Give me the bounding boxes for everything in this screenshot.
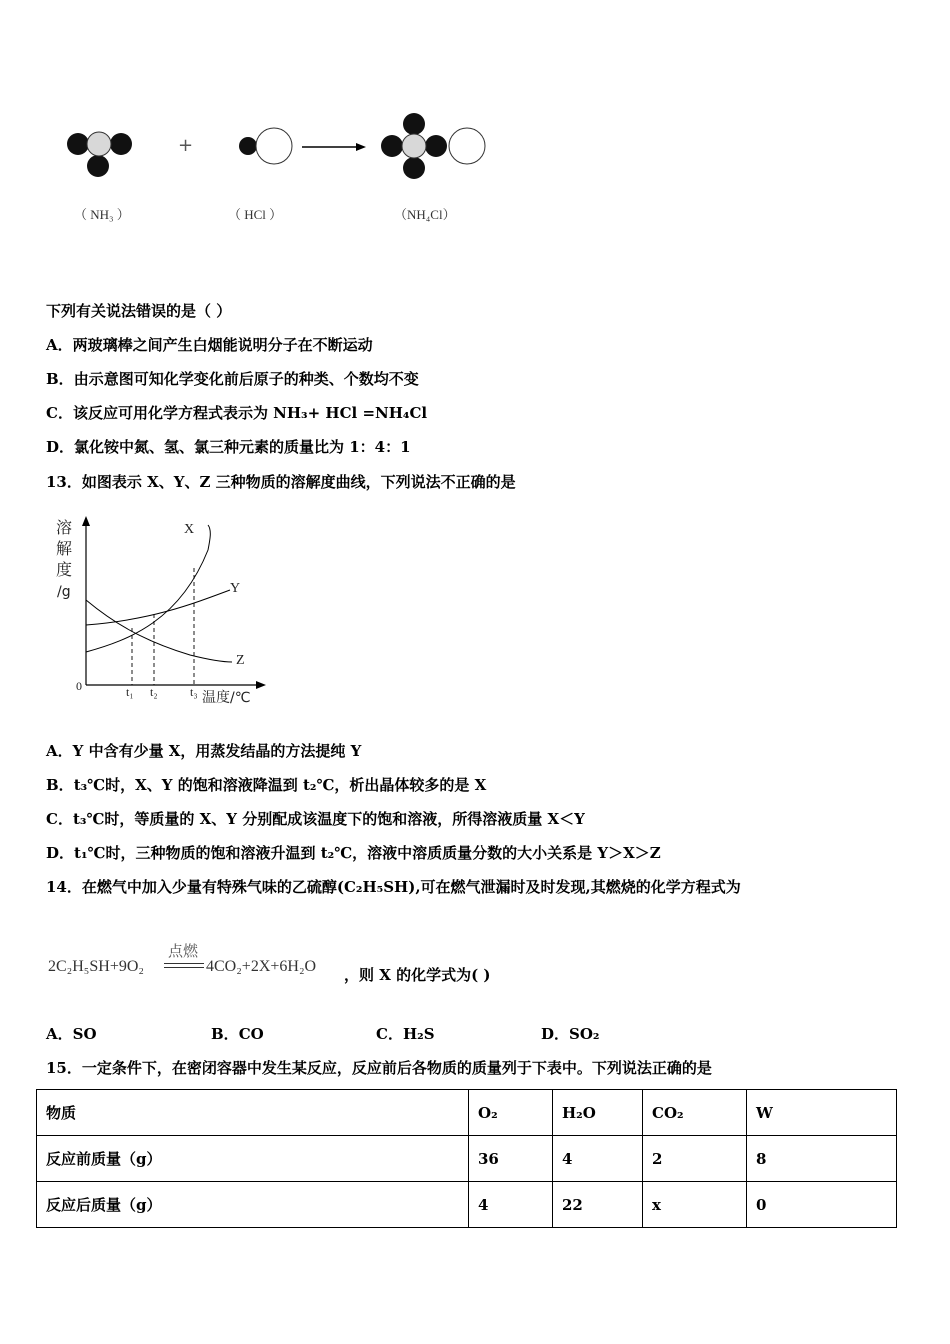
option-letter: B． <box>46 370 74 388</box>
equation-tail: ，则 X 的化学式为( ) <box>344 966 491 984</box>
option-text: 该反应可用化学方程式表示为 NH₃+ HCl =NH₄Cl <box>72 404 428 422</box>
table-header-cell: O₂ <box>469 1090 553 1136</box>
option-text: 氯化铵中氮、氢、氯三种元素的质量比为 1：4：1 <box>74 438 411 456</box>
option-letter: C． <box>46 404 73 422</box>
option-text: t₃℃时，X、Y 的饱和溶液降温到 t₂℃，析出晶体较多的是 X <box>73 776 487 794</box>
x-axis <box>86 681 266 689</box>
label-nh3: （ NH₃ ） <box>74 207 130 222</box>
x-axis-label: 温度/℃ <box>202 690 251 706</box>
ylabel-char-3: 度 <box>56 560 73 579</box>
origin-label: 0 <box>76 679 82 693</box>
hcl-model <box>239 128 292 164</box>
series-label-z: Z <box>236 653 245 668</box>
mass-table <box>36 1089 897 1228</box>
q13-option-a[interactable] <box>46 741 361 761</box>
option-text: t₁℃时，三种物质的饱和溶液升温到 t₂℃，溶液中溶质质量分数的大小关系是 Y＞X＞Z <box>74 844 661 862</box>
q12-option-a[interactable] <box>46 335 373 355</box>
solubility-chart <box>40 510 280 715</box>
q12-option-c[interactable] <box>46 403 427 423</box>
option-letter: D． <box>46 438 75 456</box>
table-cell: 4 <box>469 1182 553 1228</box>
table-cell: x <box>643 1182 747 1228</box>
nh4cl-model <box>381 113 485 179</box>
ylabel-char-1: 溶 <box>56 518 73 537</box>
guide-lines <box>132 568 194 685</box>
equation-double-line <box>164 963 204 968</box>
label-hcl: （ HCl ） <box>228 207 283 222</box>
ylabel-char-2: 解 <box>56 539 73 558</box>
option-text: 两玻璃棒之间产生白烟能说明分子在不断运动 <box>72 336 373 354</box>
table-cell: 8 <box>747 1136 897 1182</box>
option-letter: C． <box>46 810 73 828</box>
table-cell: 36 <box>469 1136 553 1182</box>
table-header-cell: CO₂ <box>643 1090 747 1136</box>
equation-left: 2C₂H₅SH+9O₂ <box>48 958 144 975</box>
option-text: t₃℃时，等质量的 X、Y 分别配成该温度下的饱和溶液，所得溶液质量 X＜Y <box>72 810 585 828</box>
equation-right: 4CO₂+2X+6H₂O <box>206 958 317 975</box>
tick-label-t3: t₃ <box>190 685 198 699</box>
table-header-row <box>37 1090 897 1136</box>
y-axis-label <box>56 518 72 600</box>
plus-sign: + <box>178 135 194 156</box>
nh3-model-fixed <box>67 132 132 177</box>
option-letter: A． <box>46 742 73 760</box>
option-letter: D． <box>541 1025 570 1043</box>
option-text: H₂S <box>402 1025 435 1043</box>
option-letter: A． <box>46 1025 73 1043</box>
q12-stem: 下列有关说法错误的是（ ） <box>46 302 232 320</box>
tick-label-t2: t₂ <box>150 685 158 699</box>
option-text: Y 中含有少量 X，用蒸发结晶的方法提纯 Y <box>72 742 362 760</box>
q14-option-b[interactable] <box>211 1024 264 1044</box>
table-header-cell: 物质 <box>37 1090 469 1136</box>
molecule-diagram <box>60 108 500 233</box>
option-letter: B． <box>211 1025 239 1043</box>
option-letter: B． <box>46 776 74 794</box>
option-text: 由示意图可知化学变化前后原子的种类、个数均不变 <box>73 370 419 388</box>
q12-option-d[interactable] <box>46 437 411 457</box>
q14-stem: 14．在燃气中加入少量有特殊气味的乙硫醇(C₂H₅SH),可在燃气泄漏时及时发现,其燃烧的化学方程式为 <box>46 878 741 896</box>
table-cell: 4 <box>553 1136 643 1182</box>
table-header-cell: H₂O <box>553 1090 643 1136</box>
option-text: CO <box>238 1025 264 1043</box>
q13-option-d[interactable] <box>46 843 661 863</box>
table-row <box>37 1136 897 1182</box>
option-letter: C． <box>376 1025 403 1043</box>
q13-option-c[interactable] <box>46 809 585 829</box>
series-label-y: Y <box>230 581 241 596</box>
q15-stem: 15．一定条件下，在密闭容器中发生某反应，反应前后各物质的质量列于下表中。下列说法正确的是 <box>46 1059 712 1077</box>
series-line-z <box>86 600 232 662</box>
option-letter: D． <box>46 844 75 862</box>
q12-option-b[interactable] <box>46 369 419 389</box>
table-header-cell: W <box>747 1090 897 1136</box>
tick-label-t1: t₁ <box>126 685 134 699</box>
label-nh4cl: （NH₄Cl） <box>394 207 456 222</box>
table-cell: 反应前质量（g） <box>37 1136 469 1182</box>
table-cell: 反应后质量（g） <box>37 1182 469 1228</box>
q14-option-a[interactable] <box>46 1024 97 1044</box>
q13-option-b[interactable] <box>46 775 486 795</box>
table-cell: 2 <box>643 1136 747 1182</box>
option-letter: A． <box>46 336 73 354</box>
q14-option-d[interactable] <box>541 1024 599 1044</box>
equation-condition: 点燃 <box>168 942 199 960</box>
table-cell: 0 <box>747 1182 897 1228</box>
table-cell: 22 <box>553 1182 643 1228</box>
ylabel-char-4: /g <box>57 584 71 600</box>
reaction-arrow <box>302 143 366 151</box>
q14-option-c[interactable] <box>376 1024 435 1044</box>
option-text: SO <box>72 1025 97 1043</box>
series-line-x <box>86 525 210 652</box>
table-row <box>37 1182 897 1228</box>
series-line-y <box>86 590 230 625</box>
series-label-x: X <box>184 522 195 537</box>
q13-stem: 13．如图表示 X、Y、Z 三种物质的溶解度曲线，下列说法不正确的是 <box>46 473 516 491</box>
option-text: SO₂ <box>569 1025 600 1043</box>
